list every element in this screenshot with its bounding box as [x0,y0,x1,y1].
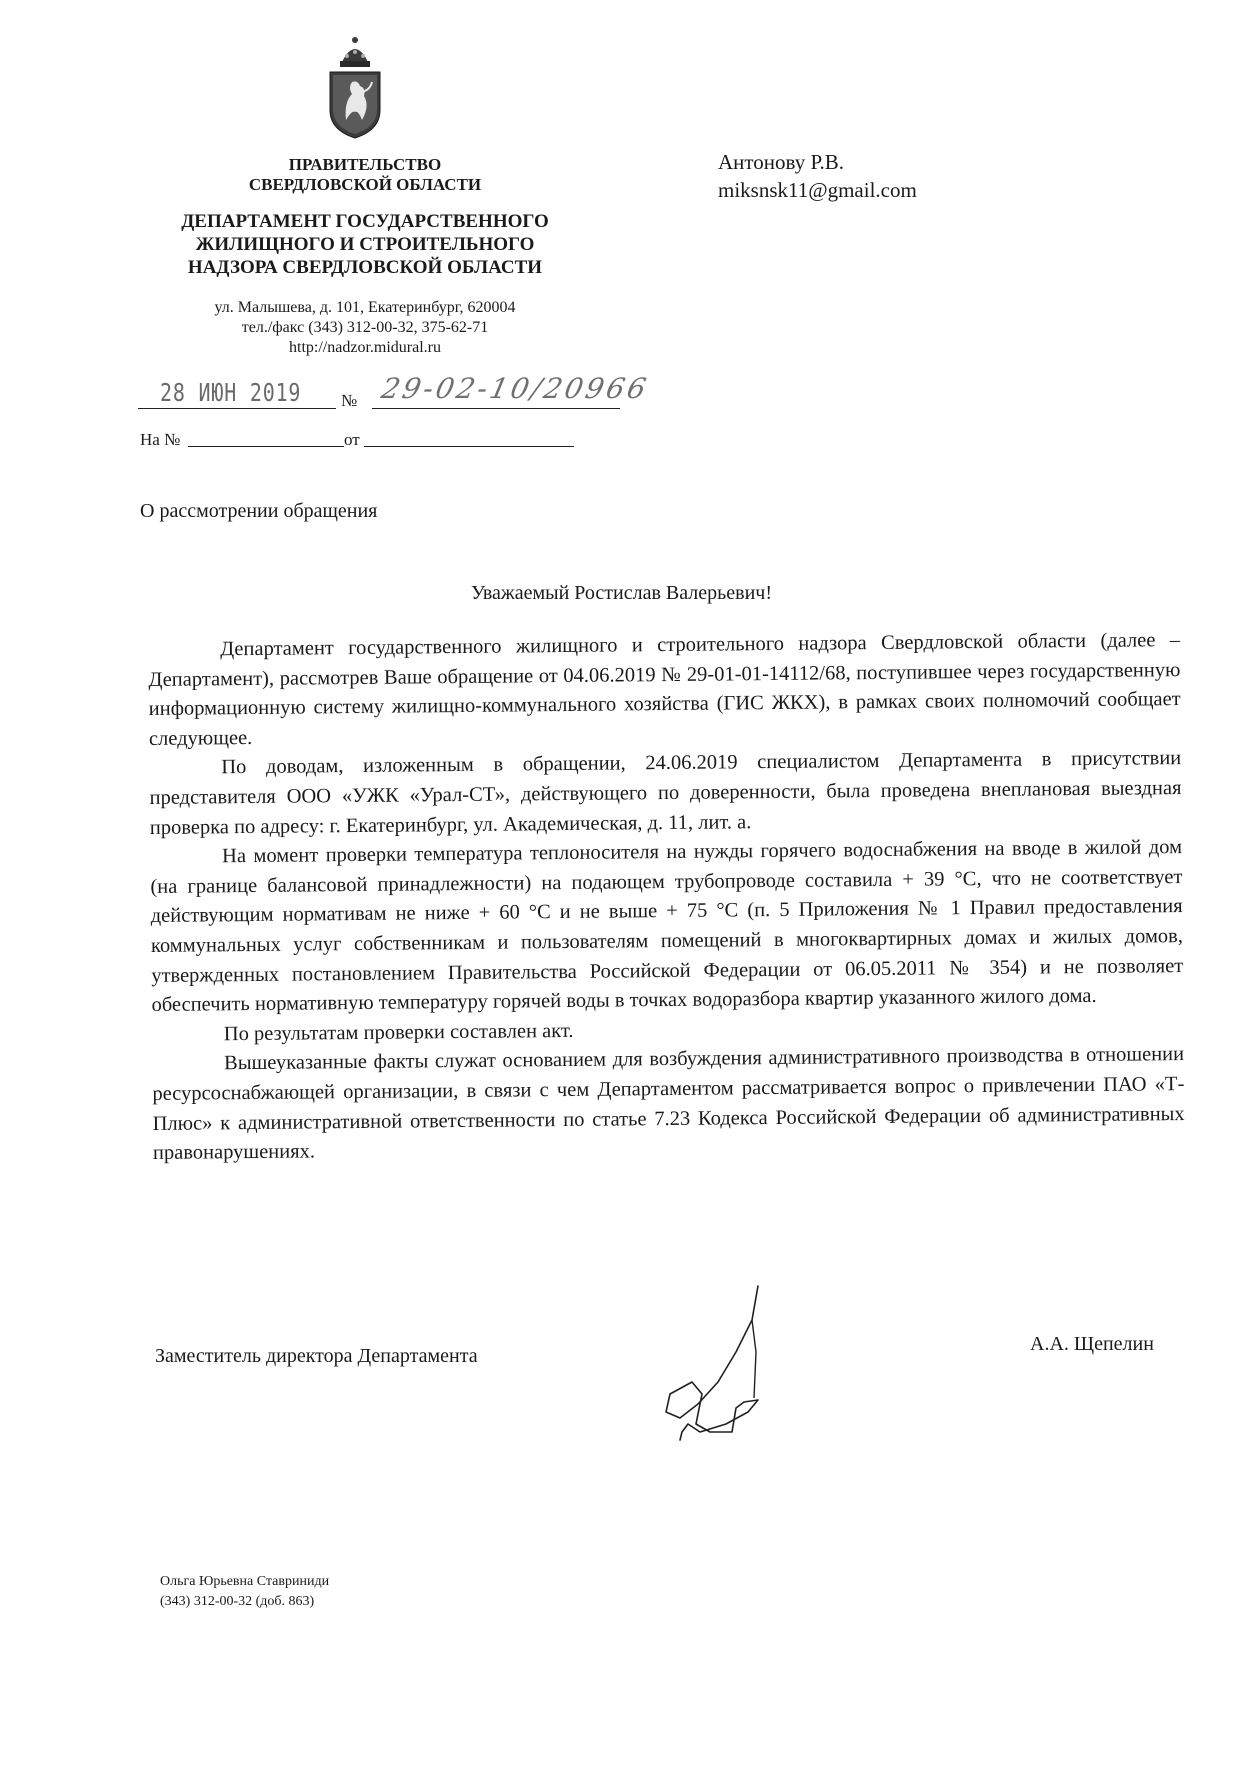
body-paragraph-3: На момент проверки температура теплоносителя на нужды горячего водоснабжения на вводе в жилой дом (на границе балансовой принадлежности) на подающем трубопроводе составила + 39 °С, что не соответствует действующим нормативам не ниже + 60 °С и не выше + 75 °С (п. 5 Приложения № 1 Правил предоставления коммунальных услуг собственникам и пользователям помещений в многоквартирных домах и жилых домов, утвержденных постановлением Правительства Российской Федерации от 06.05.2011 № 354) и не позволяет обеспечить нормативную температуру горячей воды в точках водоразбора квартир указанного жилого дома. [150,836,1184,1017]
recipient-name: Антонову Р.В. [718,150,845,174]
letter-subject: О рассмотрении обращения [140,500,378,522]
government-header-line1: ПРАВИТЕЛЬСТВО [288,155,442,174]
department-header-line1: ДЕПАРТАМЕНТ ГОСУДАРСТВЕННОГО [181,211,549,232]
executor-name: Ольга Юрьевна Ставриниди [160,1574,330,1589]
department-website: http://nadzor.midural.ru [289,339,441,356]
letter-body [148,626,1185,1169]
salutation: Уважаемый Ростислав Валерьевич! [470,582,773,604]
date-stamp: 28 ИЮН 2019 [160,378,302,407]
department-contacts [140,298,590,358]
reference-number-label: На № [140,430,181,449]
reference-date-label: от [344,430,360,449]
reference-number-underline [188,446,344,447]
executor-contact [160,1572,329,1612]
signatory-name: А.А. Щепелин [1030,1333,1154,1355]
recipient-email: miksnsk11@gmail.com [718,178,917,202]
signatory-title: Заместитель директора Департамента [155,1345,478,1367]
department-header-line3: НАДЗОРА СВЕРДЛОВСКОЙ ОБЛАСТИ [187,257,543,278]
number-underline [372,408,620,409]
handwritten-outgoing-number: 29-02-10/20966 [378,372,652,405]
recipient-block [718,148,917,204]
handwritten-signature [640,1282,780,1442]
body-paragraph-2: По доводам, изложенным в обращении, 24.06.2019 специалистом Департамента в присутствии представителя ООО «УЖК «Урал-СТ», действующего по доверенности, была проведена внеплановая выездная проверка по адресу: г. Екатеринбург, ул. Академическая, д. 11, лит. а. [149,747,1182,839]
body-paragraph-5: Вышеуказанные факты служат основанием для возбуждения административного производства в отношении ресурсоснабжающей организации, в связи с чем Департаментом рассматривается вопрос о привлечении ПАО «Т-Плюс» к административной ответственности по статье 7.23 Кодекса Российской Федерации об административных правонарушениях. [152,1043,1185,1165]
government-header-line2: СВЕРДЛОВСКОЙ ОБЛАСТИ [248,175,482,194]
body-paragraph-4: По результатам проверки составлен акт. [223,1019,574,1046]
department-address: ул. Малышева, д. 101, Екатеринбург, 620004 [214,299,516,316]
number-label: № [341,391,358,410]
department-header-line2: ЖИЛИЩНОГО И СТРОИТЕЛЬНОГО [195,234,535,255]
department-phone: тел./факс (343) 312-00-32, 375-62-71 [241,319,489,336]
body-paragraph-1: Департамент государственного жилищного и строительного надзора Свердловской области (далее – Департамент), рассмотрев Ваше обращение от 04.06.2019 № 29-01-01-14112/68, поступившее через государственную информационную систему жилищно-коммунального хозяйства (ГИС ЖКХ), в рамках своих полномочий сообщает следующее. [148,629,1181,750]
reference-date-underline [364,446,574,447]
date-underline [138,408,336,409]
executor-phone: (343) 312-00-32 (доб. 863) [160,1594,315,1609]
coat-of-arms-icon [322,32,388,140]
government-header [180,155,550,195]
department-header [130,210,600,279]
